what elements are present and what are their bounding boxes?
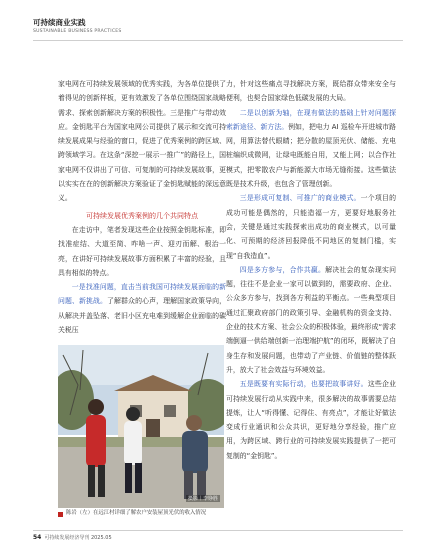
section-heading: 可持续发展优秀案例的几个共同特点 (86, 211, 198, 220)
footer-divider (33, 530, 403, 531)
paragraph (226, 263, 396, 377)
photo-credit: 摄影｜李铮胜 (187, 496, 218, 502)
left-column (58, 77, 226, 337)
paragraph (226, 377, 396, 463)
paragraph-text: 了解群众的心声，理解国家政策导向，从解决并盖坠落、老旧小区充电难到缓解企业面临的碳关税压 (58, 297, 227, 335)
page-number: 54 (33, 534, 42, 541)
caption-marker-icon (58, 512, 63, 517)
publication-name: 可持续发展经济导刊 2025.05 (44, 535, 112, 541)
paragraph: 力，针对这些痛点寻找解决方案，既给群众带来安全与便利，也契合国家绿色低碳发展的大局。 (226, 80, 396, 103)
right-column (226, 77, 396, 463)
highlight-text: 二是以创新为轴，在现有做法的基础上针对问题探索新途径、新方法。 (226, 108, 396, 131)
photo-illustration (58, 345, 224, 508)
paragraph: 家电网在可持续发展领域的优秀实践，为各单位提供了着得见的创新样板，更有效激发了各单位围绕国家战略需求、探索创新解决方案的积极性。三是推广与带动效应。金钥匙平台为国家电网公司提供了展示和交流可持续发展成果与经验的窗口，促进了优秀案例的跨区域、跨领域学习。在这条“深挖一展示一推广”的路径上，国家电网不仅讲出了可信、可复制的可持续发展故事，更以实实在在的创新解决方案验证了金钥匙赋能的深远意义。 (58, 80, 226, 203)
paragraph-text: 解决社会的复杂现实问题，往往不是企业一家可以做到的，需要政府、企业、公众多方参与，找到各方利益的平衡点。一些典型项目通过汇聚政府部门的政策引导、金融机构的资金支持、企业的技术方案、社会公众的积极体验，最终形成“需求端倒逼一供给端创新一治理端护航”的闭环，既解决了自身生存和发展问题，也带动了产业链、价值链的整体跃升，放大了社会效益与环境效益。 (226, 265, 397, 374)
highlight-text: 一是找准问题，直击当前我国可持续发展面临的新问题、新挑战。 (58, 283, 226, 306)
paragraph (226, 106, 396, 192)
highlight-text: 三是形成可复制、可推广的商业模式。 (239, 194, 361, 203)
article-photo (58, 345, 224, 508)
page-footer (33, 534, 112, 541)
paragraph (58, 280, 226, 337)
paragraph-text: 这些企业可持续发展行动从实践中来，很多解决的故事需要总结提炼，让人“听得懂、记得住、有亮点”，才能让好做法变成行业通识和公众共识，更好地分享经验，推广应用，为跨区域、跨行业的可持续发展实践提供了一把可复制的“金钥匙”。 (226, 380, 397, 460)
section-title: 可持续商业实践 (33, 18, 86, 27)
section-subtitle: SUSTAINABLE BUSINESS PRACTICES (33, 29, 122, 34)
paragraph-text: 一个项目的成功可能是偶然的，只能造福一方，更要好地服务社会，关键是通过实践探索出成功的商业模式，以可量化、可预期的经济回报降低不同地区的复制门槛，实现“自我造血”。 (226, 194, 397, 260)
photo-caption: 陈岩（左）在远江村详细了解农户安装屋顶光伏的收入情况 (66, 510, 207, 516)
highlight-text: 四是多方参与，合作共赢。 (239, 265, 326, 274)
paragraph (226, 191, 396, 262)
highlight-text: 五是既要有实际行动，也要把故事讲好。 (239, 380, 368, 389)
paragraph: 在走访中，笔者发现这些企业按照金钥匙标准，即找准症结、大道至简、咋啥一声、迎刃而解、根治一亮，在讲好可持续发展故事方面积累了丰富的经验，且具有相似的特点。 (58, 225, 226, 277)
page-header (33, 18, 121, 35)
paragraph-text: 例如，把电力 AI 巡检车开进城市路网，用算法替代眼睛；把分散的屋顶光伏、储能、充电桩编织成微网，让绿电既能自用，又能上网；以合作社模式，把零散农户与新能源大市场无缝衔接。这些做法既是技术升级，也包含了管理创新。 (226, 122, 396, 189)
header-divider (33, 40, 403, 41)
